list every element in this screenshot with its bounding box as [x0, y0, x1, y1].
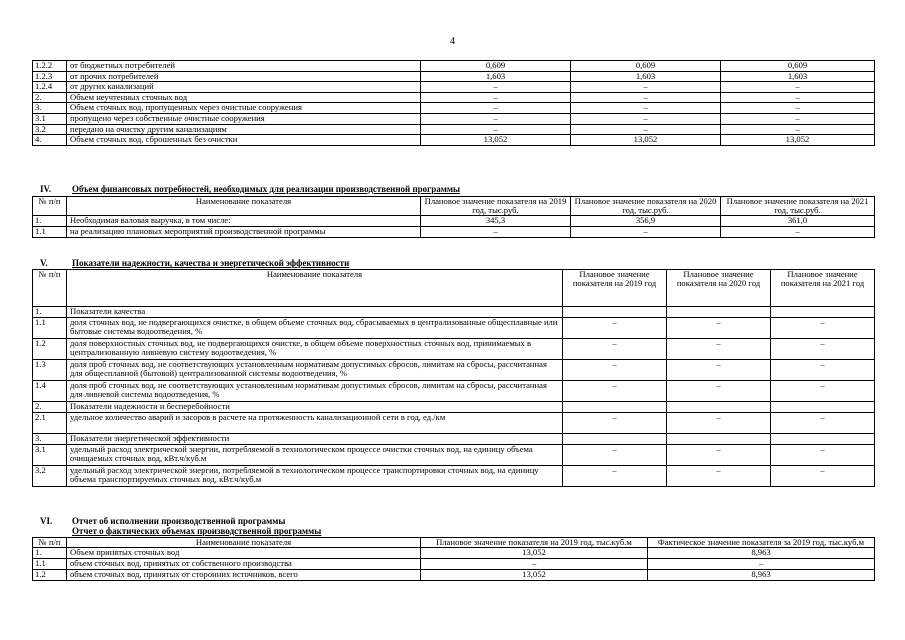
- table-row: [33, 339, 875, 360]
- table-row: [33, 548, 875, 559]
- row-name-cell: Объем сточных вод, пропущенных через очистные сооружения: [67, 103, 421, 114]
- section-vi-title: Отчет об исполнении производственной программы: [72, 516, 286, 526]
- table-row: [33, 71, 875, 82]
- row-number-cell: 2.: [33, 402, 67, 413]
- row-value-cell: [771, 402, 875, 413]
- row-value-cell: 0,609: [721, 61, 875, 72]
- row-value-cell: –: [421, 559, 648, 570]
- row-value-cell: –: [563, 413, 667, 434]
- row-value-cell: –: [571, 92, 721, 103]
- page-number: 4: [450, 36, 455, 47]
- row-name-cell: Необходимая валовая выручка, в том числе:: [67, 216, 421, 227]
- row-value-cell: –: [771, 413, 875, 434]
- table-row: [33, 570, 875, 581]
- table-row: [33, 402, 875, 413]
- col-header-name: Наименование показателя: [67, 538, 421, 548]
- row-value-cell: –: [721, 103, 875, 114]
- row-value-cell: –: [571, 82, 721, 93]
- actual-volumes-table: [32, 537, 875, 581]
- row-value-cell: –: [421, 124, 571, 135]
- row-value-cell: 0,609: [421, 61, 571, 72]
- row-number-cell: 1.1: [33, 318, 67, 339]
- row-number-cell: 1.3: [33, 360, 67, 381]
- row-value-cell: 13,052: [421, 570, 648, 581]
- col-header-num: № п/п: [33, 270, 67, 307]
- row-name-cell: передано на очистку другим канализациям: [67, 124, 421, 135]
- row-value-cell: –: [771, 318, 875, 339]
- table-row: [33, 103, 875, 114]
- row-value-cell: –: [667, 381, 771, 402]
- row-number-cell: 1.1: [33, 559, 67, 570]
- row-value-cell: –: [771, 339, 875, 360]
- row-value-cell: [563, 402, 667, 413]
- row-value-cell: [667, 307, 771, 318]
- row-name-cell: Показатели надежности и бесперебойности: [67, 402, 563, 413]
- row-number-cell: 3.1: [33, 445, 67, 466]
- row-number-cell: 2.1: [33, 413, 67, 434]
- table-row: [33, 82, 875, 93]
- row-value-cell: 345,3: [421, 216, 571, 227]
- table-row: [33, 445, 875, 466]
- row-value-cell: –: [421, 82, 571, 93]
- row-number-cell: 1.2.4: [33, 82, 67, 93]
- row-value-cell: 13,052: [571, 135, 721, 146]
- table-row: [33, 216, 875, 227]
- table-row: [33, 381, 875, 402]
- col-header-plan-2019: Плановое значение показателя на 2019 год, тыс.куб.м: [421, 538, 648, 548]
- row-name-cell: доля проб сточных вод, не соответствующих установленным нормативам допустимых сбросов, лимитам на сбросы, рассчитанная для общесплавной (бытовой) централизованной системы водоотведения, %: [67, 360, 563, 381]
- row-value-cell: 361,0: [721, 216, 875, 227]
- row-value-cell: –: [721, 227, 875, 238]
- row-number-cell: 1.4: [33, 381, 67, 402]
- col-header-2020: Плановое значение показателя на 2020 год: [667, 270, 771, 307]
- row-value-cell: –: [563, 381, 667, 402]
- col-header-num: № п/п: [33, 197, 67, 216]
- table-row: [33, 113, 875, 124]
- row-value-cell: 8,963: [648, 548, 875, 559]
- row-value-cell: –: [771, 360, 875, 381]
- row-value-cell: –: [771, 466, 875, 487]
- col-header-2020: Плановое значение показателя на 2020 год, тыс.руб.: [571, 197, 721, 216]
- col-header-2021: Плановое значение показателя на 2021 год, тыс.руб.: [721, 197, 875, 216]
- table-row: [33, 307, 875, 318]
- row-number-cell: 1.: [33, 216, 67, 227]
- col-header-2019: Плановое значение показателя на 2019 год: [563, 270, 667, 307]
- table-row: [33, 61, 875, 72]
- row-value-cell: –: [771, 445, 875, 466]
- table-header-row: [33, 270, 875, 307]
- row-name-cell: доля проб сточных вод, не соответствующих установленным нормативам допустимых сбросов, лимитам на сбросы, рассчитанная для ливневой системы водоотведения, %: [67, 381, 563, 402]
- row-value-cell: 0,609: [571, 61, 721, 72]
- financial-needs-table: [32, 196, 875, 238]
- row-value-cell: –: [571, 124, 721, 135]
- table-row: [33, 434, 875, 445]
- row-value-cell: [563, 434, 667, 445]
- table-row: [33, 227, 875, 238]
- row-name-cell: удельный расход электрической энергии, потребляемой в технологическом процессе очистки сточных вод, на единицу объема очищаемых сточных вод, кВт.ч/куб.м: [67, 445, 563, 466]
- table-row: [33, 413, 875, 434]
- row-number-cell: 2.: [33, 92, 67, 103]
- row-number-cell: 3.1: [33, 113, 67, 124]
- row-value-cell: –: [563, 339, 667, 360]
- section-iv-title: Объем финансовых потребностей, необходимых для реализации производственной программы: [72, 184, 461, 194]
- row-value-cell: [667, 402, 771, 413]
- row-value-cell: –: [563, 318, 667, 339]
- row-value-cell: –: [571, 227, 721, 238]
- row-value-cell: –: [667, 339, 771, 360]
- row-value-cell: –: [667, 318, 771, 339]
- row-value-cell: 356,9: [571, 216, 721, 227]
- row-value-cell: –: [571, 103, 721, 114]
- table-row: [33, 360, 875, 381]
- row-name-cell: пропущено через собственные очистные сооружения: [67, 113, 421, 124]
- row-number-cell: 1.: [33, 307, 67, 318]
- row-value-cell: –: [571, 113, 721, 124]
- row-value-cell: [563, 307, 667, 318]
- row-value-cell: –: [421, 92, 571, 103]
- section-vi-subtitle: [72, 526, 321, 536]
- row-value-cell: 13,052: [421, 548, 648, 559]
- row-number-cell: 3.: [33, 103, 67, 114]
- row-name-cell: объем сточных вод, принятых от сторонних источников, всего: [67, 570, 421, 581]
- row-value-cell: –: [421, 113, 571, 124]
- row-value-cell: –: [667, 466, 771, 487]
- row-name-cell: от бюджетных потребителей: [67, 61, 421, 72]
- row-value-cell: –: [563, 360, 667, 381]
- row-number-cell: 3.: [33, 434, 67, 445]
- row-name-cell: доля поверхностных сточных вод, не подвергающихся очистке, в общем объеме поверхностных сточных вод, принимаемых в централизованную ливневую систему водоотведения, %: [67, 339, 563, 360]
- section-v-number: V.: [40, 258, 48, 268]
- section-v-title: Показатели надежности, качества и энергетической эффективности: [72, 258, 350, 268]
- row-value-cell: –: [721, 92, 875, 103]
- row-value-cell: [667, 434, 771, 445]
- row-number-cell: 1.2.2: [33, 61, 67, 72]
- row-value-cell: –: [721, 124, 875, 135]
- row-number-cell: 3.2: [33, 124, 67, 135]
- section-vi-number: VI.: [40, 516, 53, 526]
- col-header-2021: Плановое значение показателя на 2021 год: [771, 270, 875, 307]
- row-name-cell: Показатели качества: [67, 307, 563, 318]
- section-vi-heading: [40, 516, 285, 526]
- row-value-cell: –: [648, 559, 875, 570]
- row-number-cell: 3.2: [33, 466, 67, 487]
- table-row: [33, 466, 875, 487]
- row-value-cell: –: [563, 466, 667, 487]
- row-value-cell: –: [721, 113, 875, 124]
- row-number-cell: 1.2: [33, 570, 67, 581]
- row-value-cell: 8,963: [648, 570, 875, 581]
- row-value-cell: –: [667, 445, 771, 466]
- row-value-cell: –: [421, 227, 571, 238]
- row-value-cell: –: [563, 445, 667, 466]
- row-value-cell: –: [667, 413, 771, 434]
- row-value-cell: 13,052: [421, 135, 571, 146]
- row-name-cell: Объем сточных вод, сброшенных без очистки: [67, 135, 421, 146]
- row-name-cell: Объем неучтенных сточных вод: [67, 92, 421, 103]
- col-header-name: Наименование показателя: [67, 197, 421, 216]
- table-row: [33, 135, 875, 146]
- col-header-name: Наименование показателя: [67, 270, 563, 307]
- row-value-cell: –: [771, 381, 875, 402]
- row-name-cell: на реализацию плановых мероприятий производственной программы: [67, 227, 421, 238]
- row-number-cell: 1.2: [33, 339, 67, 360]
- row-name-cell: от прочих потребителей: [67, 71, 421, 82]
- row-value-cell: [771, 307, 875, 318]
- col-header-num: № п/п: [33, 538, 67, 548]
- row-name-cell: объем сточных вод, принятых от собственного производства: [67, 559, 421, 570]
- row-value-cell: –: [721, 82, 875, 93]
- row-value-cell: –: [421, 103, 571, 114]
- row-name-cell: от других канализаций: [67, 82, 421, 93]
- table-row: [33, 124, 875, 135]
- table-row: [33, 92, 875, 103]
- row-value-cell: 1,603: [721, 71, 875, 82]
- row-number-cell: 1.2.3: [33, 71, 67, 82]
- row-number-cell: 4.: [33, 135, 67, 146]
- row-value-cell: [771, 434, 875, 445]
- table-row: [33, 318, 875, 339]
- table-row: [33, 559, 875, 570]
- row-value-cell: 13,052: [721, 135, 875, 146]
- col-header-fact-2019: Фактическое значение показателя за 2019 год, тыс.куб.м: [648, 538, 875, 548]
- row-value-cell: 1,603: [571, 71, 721, 82]
- col-header-2019: Плановое значение показателя на 2019 год, тыс.руб.: [421, 197, 571, 216]
- row-name-cell: Показатели энергетической эффективности: [67, 434, 563, 445]
- reliability-quality-table: [32, 269, 875, 487]
- row-name-cell: Объем принятых сточных вод: [67, 548, 421, 559]
- section-iv-heading: [40, 184, 460, 194]
- table-header-row: [33, 538, 875, 548]
- section-vi-subtitle-text: Отчет о фактических объемах производственной программы: [72, 526, 322, 536]
- row-number-cell: 1.1: [33, 227, 67, 238]
- volume-table-continued: [32, 60, 875, 146]
- section-v-heading: [40, 258, 349, 268]
- row-value-cell: –: [667, 360, 771, 381]
- section-iv-number: IV.: [40, 184, 52, 194]
- row-name-cell: удельное количество аварий и засоров в расчете на протяженность канализационной сети в год, ед./км: [67, 413, 563, 434]
- row-name-cell: доля сточных вод, не подвергающихся очистке, в общем объеме сточных вод, сбрасываемых в централизованные общесплавные или бытовые системы водоотведения, %: [67, 318, 563, 339]
- table-header-row: [33, 197, 875, 216]
- row-value-cell: 1,603: [421, 71, 571, 82]
- row-number-cell: 1.: [33, 548, 67, 559]
- row-name-cell: удельный расход электрической энергии, потребляемой в технологическом процессе транспортировки сточных вод, на единицу объема транспортируемых сточных вод, кВт.ч/куб.м: [67, 466, 563, 487]
